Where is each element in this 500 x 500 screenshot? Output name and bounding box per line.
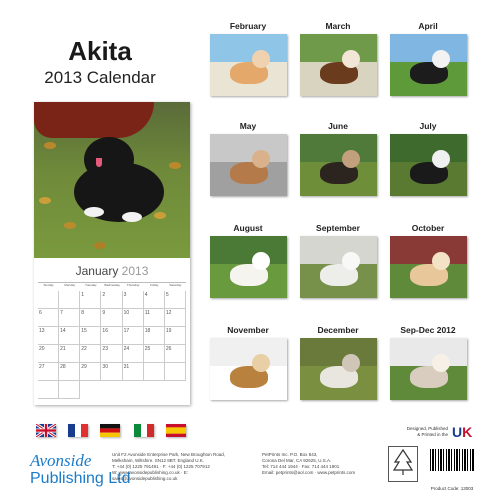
month-label: November — [227, 325, 269, 335]
calendar-day-cell: 15 — [80, 327, 101, 345]
calendar-day-cell: 30 — [101, 363, 122, 381]
calendar-day-cell: 2 — [101, 291, 122, 309]
cover-photo — [34, 102, 190, 258]
fsc-logo — [388, 446, 418, 482]
weekday-header: Sunday — [43, 283, 54, 287]
badge-line1: Designed, Published — [406, 426, 448, 431]
product-code: Product Code: 13003 — [430, 486, 474, 491]
calendar-title: Akita — [68, 36, 132, 66]
uk-flag-icon — [36, 424, 56, 437]
germany-flag-icon — [100, 424, 120, 437]
month-label: Sep-Dec 2012 — [400, 325, 456, 335]
calendar-day-cell: 28 — [59, 363, 80, 381]
calendar-subtitle: 2013 Calendar — [44, 68, 156, 87]
month-photo — [210, 236, 287, 298]
month-label: March — [325, 21, 351, 31]
us-address-line: Email: petprints@aol.com · www.petprints.com — [262, 470, 356, 475]
calendar-day-cell: 25 — [144, 345, 165, 363]
calendar-day-cell: 20 — [38, 345, 59, 363]
calendar-day-cell: 16 — [101, 327, 122, 345]
calendar-day-cell — [59, 381, 80, 399]
weekday-header: Friday — [150, 283, 159, 287]
calendar-day-cell: 22 — [80, 345, 101, 363]
calendar-day-cell: 21 — [59, 345, 80, 363]
calendar-day-cell: 23 — [101, 345, 122, 363]
month-photo — [210, 34, 287, 96]
month-photo — [210, 134, 287, 196]
badge-line2: & Printed in the — [417, 432, 448, 437]
cover-month-year: 2013 — [121, 264, 149, 278]
badge-u: U — [452, 424, 463, 440]
calendar-day-cell: 12 — [165, 309, 186, 327]
month-photo — [300, 34, 377, 96]
cover-month-name: January — [75, 264, 119, 278]
italy-flag-icon — [134, 424, 154, 437]
cover-calendar-grid — [38, 282, 186, 395]
us-address-line: PetPrints Inc. P.O. Box 843, — [262, 452, 318, 457]
uk-badge — [452, 424, 472, 440]
month-label: June — [328, 121, 348, 131]
weekday-header: Saturday — [169, 283, 182, 287]
month-label: December — [317, 325, 359, 335]
publisher-logo-line2: Publishing Ltd — [30, 470, 131, 487]
calendar-day-cell — [59, 291, 80, 309]
calendar-day-cell: 24 — [123, 345, 144, 363]
printed-in-label — [402, 426, 448, 438]
weekday-header: Monday — [64, 283, 76, 287]
month-label: July — [419, 121, 437, 131]
weekday-header: Thursday — [126, 283, 140, 287]
uk-address-line: W: www.avonsidepublishing.co.uk · E: sales@avonsidepublishing.co.uk — [112, 470, 188, 481]
us-address-line: Tel: 714 444 1944 · Fax: 714 444 1901 — [262, 464, 340, 469]
uk-address-block — [112, 452, 252, 482]
calendar-day-cell: 27 — [38, 363, 59, 381]
month-photo — [390, 338, 467, 400]
uk-address-line: Unit F2 Avonside Enterprise Park, New Broughton Road, — [112, 452, 225, 457]
france-flag-icon — [68, 424, 88, 437]
calendar-day-cell: 11 — [144, 309, 165, 327]
calendar-day-cell: 14 — [59, 327, 80, 345]
spain-flag-icon — [166, 424, 186, 437]
month-photo — [390, 134, 467, 196]
calendar-day-cell: 26 — [165, 345, 186, 363]
front-cover-preview — [34, 102, 190, 405]
us-address-line: Corona Del Mar, CA 92625, U.S.A. — [262, 458, 332, 463]
uk-address-line: Melksham, Wiltshire. SN12 8BT. England U.K. — [112, 458, 205, 463]
calendar-day-cell: 3 — [123, 291, 144, 309]
us-address-block — [262, 452, 386, 476]
month-photo — [210, 338, 287, 400]
calendar-day-cell: 6 — [38, 309, 59, 327]
calendar-day-cell: 5 — [165, 291, 186, 309]
month-photo — [390, 236, 467, 298]
month-photo — [300, 338, 377, 400]
month-label: May — [239, 121, 257, 131]
calendar-day-cell — [165, 363, 186, 381]
calendar-day-cell: 1 — [80, 291, 101, 309]
calendar-day-cell: 13 — [38, 327, 59, 345]
publisher-logo-line1: Avonside — [30, 451, 92, 470]
month-label: October — [411, 223, 445, 233]
uk-address-line: T: +44 (0) 1225 791491 · F: +44 (0) 1225 707912 — [112, 464, 210, 469]
calendar-day-cell: 7 — [59, 309, 80, 327]
weekday-header: Tuesday — [85, 283, 97, 287]
calendar-day-cell: 19 — [165, 327, 186, 345]
month-photo — [390, 34, 467, 96]
barcode — [426, 445, 478, 483]
calendar-day-cell: 31 — [123, 363, 144, 381]
month-label: April — [418, 21, 438, 31]
badge-k: K — [462, 424, 473, 440]
calendar-day-cell — [38, 381, 59, 399]
weekday-header: Wednesday — [104, 283, 120, 287]
month-photo — [300, 134, 377, 196]
month-label: August — [233, 223, 263, 233]
calendar-day-cell: 29 — [80, 363, 101, 381]
wheelbarrow-image — [34, 102, 154, 138]
calendar-day-cell: 9 — [101, 309, 122, 327]
month-label: September — [316, 223, 360, 233]
calendar-day-cell: 18 — [144, 327, 165, 345]
calendar-day-cell — [38, 291, 59, 309]
calendar-day-cell: 10 — [123, 309, 144, 327]
month-label: February — [229, 21, 267, 31]
calendar-day-cell: 17 — [123, 327, 144, 345]
calendar-day-cell: 8 — [80, 309, 101, 327]
calendar-day-cell: 4 — [144, 291, 165, 309]
barcode-bars — [430, 449, 474, 471]
cover-month-heading — [34, 264, 190, 278]
month-photo — [300, 236, 377, 298]
calendar-day-cell — [144, 363, 165, 381]
